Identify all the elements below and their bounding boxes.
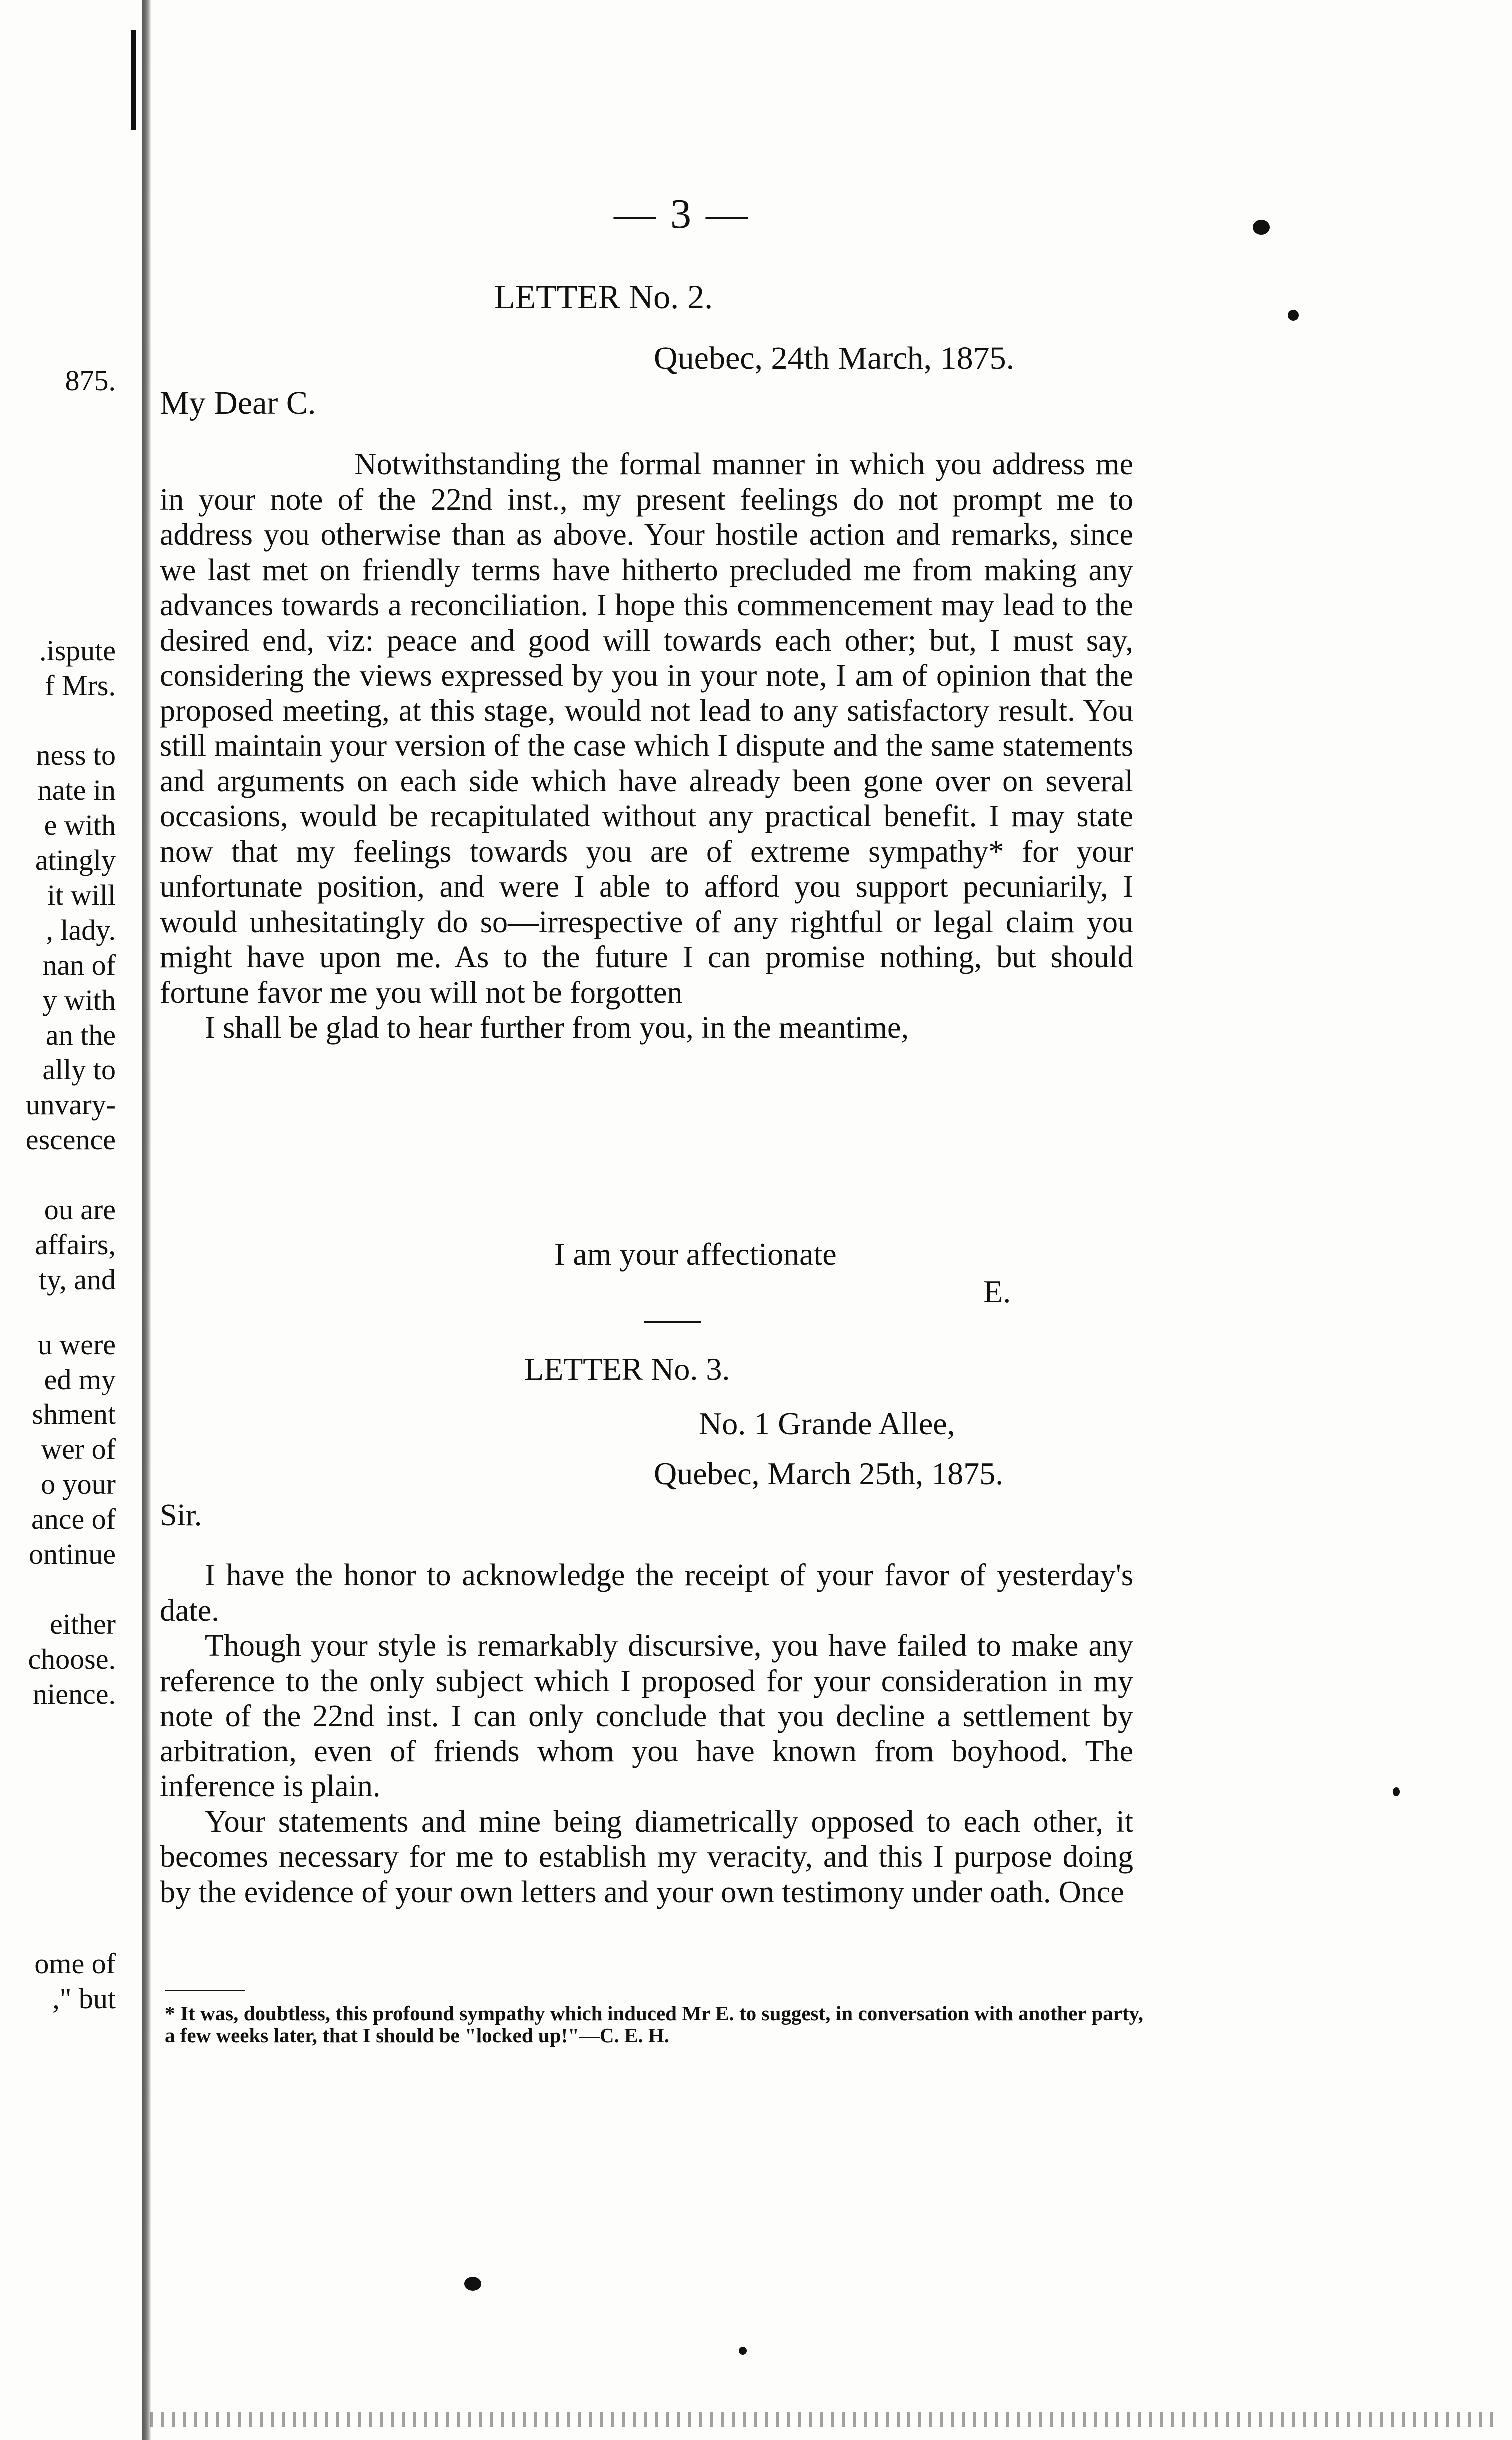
- letter3-paragraph: Your statements and mine being diametrically opposed to each other, it becomes necessary for me to establish my veracity, and this I purpose doing by the evidence of your own letters and your own testimony under oath. Once: [160, 1804, 1133, 1909]
- ink-speck: [1393, 1787, 1400, 1796]
- section-divider: [644, 1321, 701, 1323]
- facing-line: u were: [37, 1328, 116, 1361]
- facing-line: ty, and: [38, 1263, 116, 1296]
- facing-line: escence: [25, 1123, 116, 1156]
- facing-line: unvary-: [25, 1088, 116, 1121]
- letter2-salutation: My Dear C.: [160, 385, 316, 421]
- facing-line: an the: [45, 1019, 116, 1051]
- letter3-salutation: Sir.: [160, 1498, 202, 1532]
- facing-line: 875.: [65, 364, 116, 397]
- facing-line: e with: [44, 809, 116, 841]
- footnote: * It was, doubtless, this profound sympathy which induced Mr E. to suggest, in conversation with another party, a few weeks later, that I should be "locked up!"—C. E. H.: [165, 2002, 1143, 2047]
- ink-speck: [739, 2347, 747, 2355]
- ink-speck: [1288, 310, 1299, 321]
- facing-line: ome of: [34, 1947, 116, 1980]
- letter2-paragraph: I shall be glad to hear further from you, in the meantime,: [205, 1011, 909, 1045]
- facing-line: ness to: [36, 739, 116, 771]
- page-bottom-edge: [150, 2412, 1498, 2427]
- letter2-signature: E.: [983, 1274, 1011, 1309]
- letter2-place-date: Quebec, 24th March, 1875.: [654, 340, 1015, 376]
- letter3-body: [160, 1558, 1133, 1910]
- facing-line: nience.: [33, 1678, 116, 1710]
- facing-line: , lady.: [46, 914, 116, 946]
- facing-line: affairs,: [35, 1228, 116, 1261]
- facing-line: y with: [42, 984, 116, 1016]
- binding-spine-mark: [131, 30, 136, 130]
- facing-line: either: [49, 1608, 116, 1640]
- facing-line: ance of: [31, 1503, 116, 1535]
- letter3-paragraph: Though your style is remarkably discursive, you have failed to make any reference to the only subject which I proposed for your consideration in my note of the 22nd inst. I can only conclude that you decline a settlement by arbitration, even of friends whom you have known from boyhood. The inference is plain.: [160, 1629, 1133, 1803]
- facing-line: ed my: [44, 1363, 116, 1395]
- letter2-heading: LETTER No. 2.: [494, 278, 713, 316]
- binding-gutter: [142, 0, 151, 2440]
- letter2-closing: I am your affectionate: [554, 1236, 837, 1272]
- facing-line: f Mrs.: [45, 669, 116, 701]
- facing-line: it will: [47, 879, 116, 911]
- facing-line: ontinue: [29, 1538, 116, 1570]
- letter3-address: No. 1 Grande Allee,: [699, 1406, 955, 1441]
- letter2-body: [160, 447, 1133, 1046]
- facing-line: shment: [32, 1398, 116, 1430]
- letter3-place-date: Quebec, March 25th, 1875.: [654, 1456, 1004, 1491]
- facing-line: choose.: [28, 1643, 116, 1675]
- letter3-paragraph: I have the honor to acknowledge the receipt of your favor of yesterday's date.: [160, 1558, 1133, 1628]
- facing-line: ou are: [44, 1193, 116, 1226]
- facing-line: o your: [41, 1468, 116, 1500]
- facing-line: nan of: [42, 949, 116, 981]
- facing-line: atingly: [35, 844, 116, 876]
- facing-line: ally to: [42, 1053, 116, 1086]
- page-number: — 3 —: [614, 191, 750, 237]
- letter2-paragraph: Notwithstanding the formal manner in which you address me in your note of the 22nd inst., my present feelings do not prompt me to address you otherwise than as above. Your hostile action and remarks, since we last met on friendly terms have hitherto precluded me from making any advances towards a reconciliation. I hope this commencement may lead to the desired end, viz: peace and good will towards each other; but, I must say, considering the views expressed by you in your note, I am of opinion that the proposed meeting, at this stage, would not lead to any satisfactory result. You still maintain your version of the case which I dispute and the same statements and arguments on each side which have already been gone over on several occasions, would be recapitulated without any practical benefit. I may state now that my feelings towards you are of extreme sympathy* for your unfortunate position, and were I able to afford you support pecuniarily, I would unhesitatingly do so—irrespective of any rightful or legal claim you might have upon me. As to the future I can promise nothing, but should fortune favor me you will not be forgotten: [160, 447, 1133, 1010]
- ink-speck: [464, 2277, 481, 2291]
- ink-speck: [1253, 220, 1270, 235]
- facing-line: wer of: [41, 1433, 116, 1465]
- facing-page-fragment: [0, 0, 120, 2440]
- facing-line: ," but: [52, 1982, 116, 2015]
- footnote-rule: [165, 1990, 245, 1991]
- facing-line: nate in: [37, 774, 116, 806]
- facing-line: .ispute: [39, 634, 116, 667]
- letter3-heading: LETTER No. 3.: [524, 1351, 730, 1387]
